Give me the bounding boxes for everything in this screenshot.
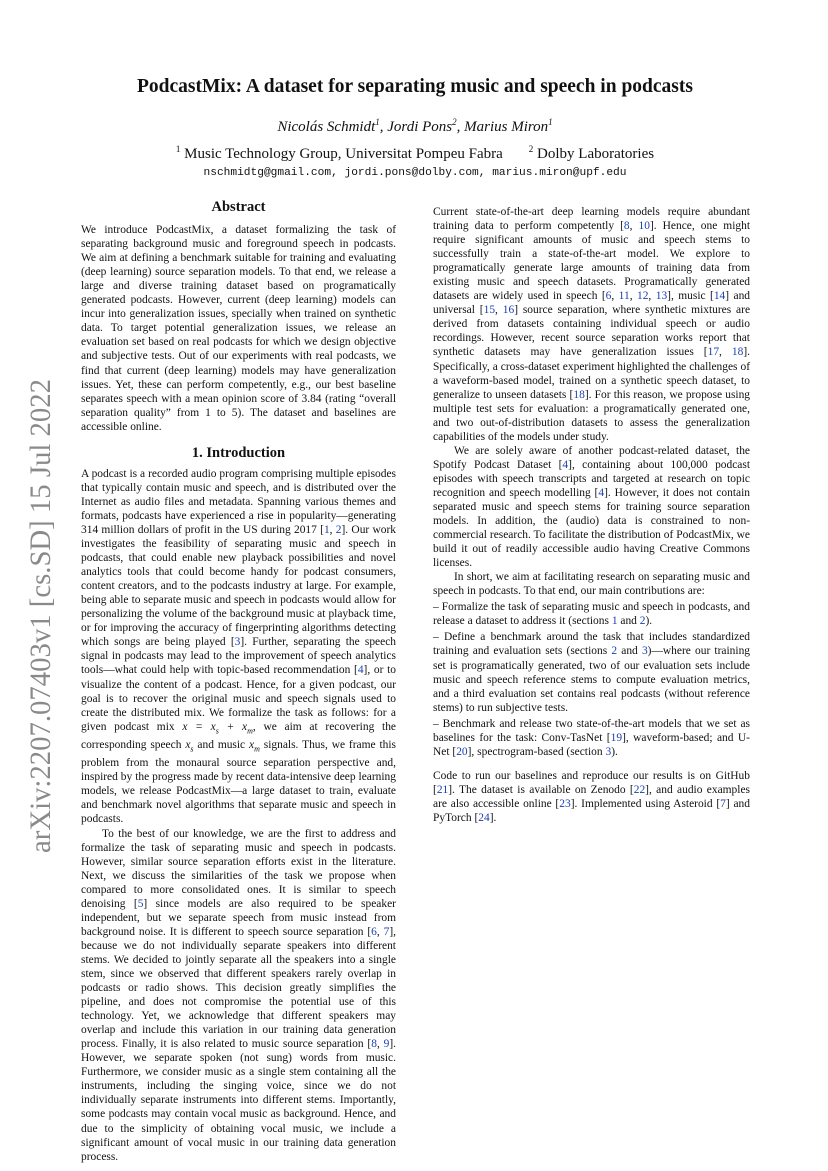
abstract-heading: Abstract <box>211 199 266 215</box>
math-subscript: s <box>215 725 219 735</box>
author-emails: nschmidtg@gmail.com, jordi.pons@dolby.com, marius.miron@upf.edu <box>203 167 627 179</box>
math-symbol: x <box>249 738 255 751</box>
code-availability-paragraph: Code to run our baselines and reproduce our results is on GitHub [21]. The dataset is available on Zenodo [22], and audio examples are also accessible online [23]. Implemented using Asteroid [7] and PyTorch [24]. <box>433 769 750 824</box>
citation-link[interactable]: 17 <box>707 346 720 359</box>
citation-link[interactable]: 24 <box>478 811 490 824</box>
abstract-text: We introduce PodcastMix, a dataset formalizing the task of separating background music and foreground speech in podcasts. We aim at defining a benchmark suitable for training and evaluating (deep learning) source separation models. To that end, we release a large and diverse training dataset based on programatically generated podcasts. However, current (deep learning) models can incur into generalization issues, specially when trained on synthetic data. To target potential generalization issues, we release an evaluation set based on real podcasts for which we design objective and subjective tests. Out of our experiments with real podcasts, we find that current (deep learning) models may have generalization issues. Yet, these can perform competently, e.g., our best baseline separates speech with a mean opinion score of 3.84 (rating “overall separation quality” from 1 to 5). The dataset and baselines are accessible online. <box>81 224 396 433</box>
left-column <box>81 200 396 1164</box>
citation-link[interactable]: 3 <box>641 645 648 658</box>
citation-link[interactable]: 1 <box>323 523 330 536</box>
citation-link[interactable]: 12 <box>636 290 649 303</box>
contribution-item: – Benchmark and release two state-of-the-art models that we set as baselines for the task: Conv-TasNet [19], waveform-based; and U-Net [20], spectrogram-based (section 3). <box>433 717 750 758</box>
citation-link[interactable]: 4 <box>357 664 364 677</box>
citation-link[interactable]: 4 <box>598 486 605 499</box>
citation-link[interactable]: 21 <box>436 783 449 796</box>
math-subscript: m <box>254 744 260 754</box>
affiliation-list <box>110 144 720 163</box>
citation-link[interactable]: 10 <box>638 220 650 233</box>
affiliation-mark: 2 <box>528 144 534 154</box>
intro-paragraph-3: Current state-of-the-art deep learning models require abundant training data to perform competently [8, 10]. Hence, one might require significant amounts of music and speech stems to successfully train a state-of-the-art model. We explore to programatically generate large amounts of training data from existing music and speech datasets. Programatically generated datasets are widely used in speech [6, 11, 12, 13], music [14] and universal [15, 16] source separation, where synthetic mixtures are derived from datasets containing individual speech or audio recordings. However, recent source separation works report that synthetic datasets may have generalization issues [17, 18]. Specifically, a cross-dataset experiment highlighted the challenges of a waveform-based model, trained on a synthetic speech dataset, to generalize to unseen datasets [18]. For this reason, we propose using multiple test sets for evaluation: a programatically generated one, and two out-of-distribution datasets to assess the generalization capabilities of the models under study. <box>433 206 751 443</box>
math-symbol: x = x <box>182 720 216 733</box>
citation-link[interactable]: 18 <box>731 346 744 359</box>
citation-link[interactable]: 7 <box>383 925 390 938</box>
citation-link[interactable]: 8 <box>623 220 630 233</box>
author-affil-mark: 1 <box>375 117 380 127</box>
citation-link[interactable]: 3 <box>234 636 241 649</box>
citation-link[interactable]: 3 <box>605 745 612 758</box>
citation-link[interactable]: 11 <box>618 290 630 303</box>
arxiv-identifier <box>10 375 62 855</box>
citation-link[interactable]: 16 <box>502 304 515 317</box>
affiliation-name: Music Technology Group, Universitat Pompeu Fabra <box>184 146 503 162</box>
math-symbol: x <box>185 738 191 751</box>
affiliation-mark: 1 <box>175 144 181 154</box>
affiliation-name: Dolby Laboratories <box>537 146 655 162</box>
citation-link[interactable]: 6 <box>605 290 612 303</box>
intro-paragraph-5: In short, we aim at facilitating research on separating music and speech in podcasts. To that end, our main contributions are: <box>433 571 750 598</box>
citation-link[interactable]: 9 <box>383 1038 390 1051</box>
citation-link[interactable]: 14 <box>713 290 726 303</box>
citation-link[interactable]: 4 <box>562 458 569 471</box>
citation-link[interactable]: 13 <box>655 290 668 303</box>
citation-link[interactable]: 2 <box>611 645 618 658</box>
citation-link[interactable]: 1 <box>611 615 618 628</box>
math-symbol: + x <box>218 720 248 733</box>
citation-link[interactable]: 5 <box>137 897 144 910</box>
citation-link[interactable]: 15 <box>483 304 496 317</box>
citation-link[interactable]: 19 <box>610 731 623 744</box>
citation-link[interactable]: 18 <box>573 388 585 401</box>
math-subscript: m <box>247 725 253 735</box>
citation-link[interactable]: 7 <box>720 797 726 810</box>
author-name: Nicolás Schmidt <box>277 119 376 135</box>
contribution-item: – Define a benchmark around the task that includes standardized training and evaluation sets (sections 2 and 3)—where our training set is programatically generated, two of our evaluation sets include music and speech reference stems to compute evaluation metrics, and a third evaluation set contains real podcasts (without reference stems) to run subjective tests. <box>433 631 751 714</box>
author-affil-mark: 2 <box>452 117 457 127</box>
citation-link[interactable]: 2 <box>639 615 646 628</box>
intro-paragraph-1: A podcast is a recorded audio program comprising multiple episodes that typically contain music and speech, and is distributed over the Internet as audio files and metadata. Spanning various themes and formats, podcasts have experienced a rise in popularity—generating 314 million dollars of profit in the US during 2017 [1, 2]. Our work investigates the feasibility of separating music and speech in podcasts, that could enable new playback possibilities and novel analytics tools that could become handy for podcast consumers, content creators, and to the podcasts industry at large. For example, being able to separate music and speech in podcasts would allow for personalizing the volume of the background music at playback time, or for improving the accuracy of fingerprinting algorithms detecting which songs are being played [3]. Further, separating the speech signal in podcasts may lead to the improvement of speech analytics tools—what could help with topic-based recommendation [4], or to visualize the content of a podcast. Hence, for a given podcast, our goal is to recover the original music and speech signals used to create the distributed mix. We formalize the task as follows: for a given podcast mix $x = x_s + x_m$, we aim at recovering the corresponding speech $x_s$ and music $x_m$ signals. Thus, we frame this problem from the monaural source separation perspective and, inspired by the progress made by recent data-intensive deep learning models, we release PodcastMix—a large dataset to train, evaluate and benchmark novel algorithms that separate music and speech in podcasts. <box>81 467 396 826</box>
citation-link[interactable]: 23 <box>559 797 571 810</box>
author-name: Jordi Pons <box>387 119 453 135</box>
citation-link[interactable]: 22 <box>633 783 646 796</box>
author-name: Marius Miron <box>464 119 549 135</box>
intro-paragraph-4: We are solely aware of another podcast-related dataset, the Spotify Podcast Dataset [4], containing about 100,000 podcast episodes with speech transcripts and targeted at research on topic recognition and speech modelling [4]. However, it does not contain separated music and speech stems for training source separation models. In addition, the (audio) data is constrained to non-commercial research. To facilitate the distribution of PodcastMix, we build it out of readily accessible audio having Creative Commons licenses. <box>433 444 751 570</box>
citation-link[interactable]: 2 <box>335 523 342 536</box>
right-column <box>433 205 750 825</box>
citation-link[interactable]: 20 <box>456 745 468 758</box>
author-affil-mark: 1 <box>548 117 553 127</box>
intro-paragraph-2: To the best of our knowledge, we are the first to address and formalize the task of separating music and speech in podcasts. However, similar source separation efforts exist in the literature. Next, we discuss the similarities of the task we propose when compared to more consolidated ones. It is similar to speech denoising [5] since models are also required to be speaker independent, but we separate speech from music instead from background noise. It is different to speech source separation [6, 7], because we do not individually separate speakers into different stems. We decided to jointly separate all the speakers into a single stem, since we observed that different speakers rarely overlap in podcasts or radio shows. This decision greatly simplifies the pipeline, and does not compromise the potential use of this technology. Yet, we acknowledge that different speakers may overlap and include this variation in our training data generation process. Finally, it is also related to music source separation [8, 9]. However, we separate spoken (not sung) words from music. Furthermore, we consider music as a single stem containing all the instruments, including the singing voice, since we do not individually separate instruments into different stems. Importantly, some podcasts may contain vocal music as background. Hence, and due to the simplicity of obtaining vocal music, we include a significant amount of vocal music in our training data generation process. <box>81 827 396 1163</box>
arxiv-identifier-text: arXiv:2207.07403v1 [cs.SD] 15 Jul 2022 <box>24 375 57 853</box>
contribution-item: – Formalize the task of separating music and speech in podcasts, and release a dataset to address it (sections 1 and 2). <box>433 601 750 628</box>
citation-link[interactable]: 6 <box>371 925 377 938</box>
math-subscript: s <box>190 744 194 754</box>
paper-title: PodcastMix: A dataset for separating music and speech in podcasts <box>137 76 693 97</box>
introduction-heading: 1. Introduction <box>191 444 286 461</box>
citation-link[interactable]: 8 <box>371 1038 377 1051</box>
author-list: Nicolás Schmidt$^1$, Jordi Pons$^2$, Marius Miron$^1$ <box>277 117 553 135</box>
